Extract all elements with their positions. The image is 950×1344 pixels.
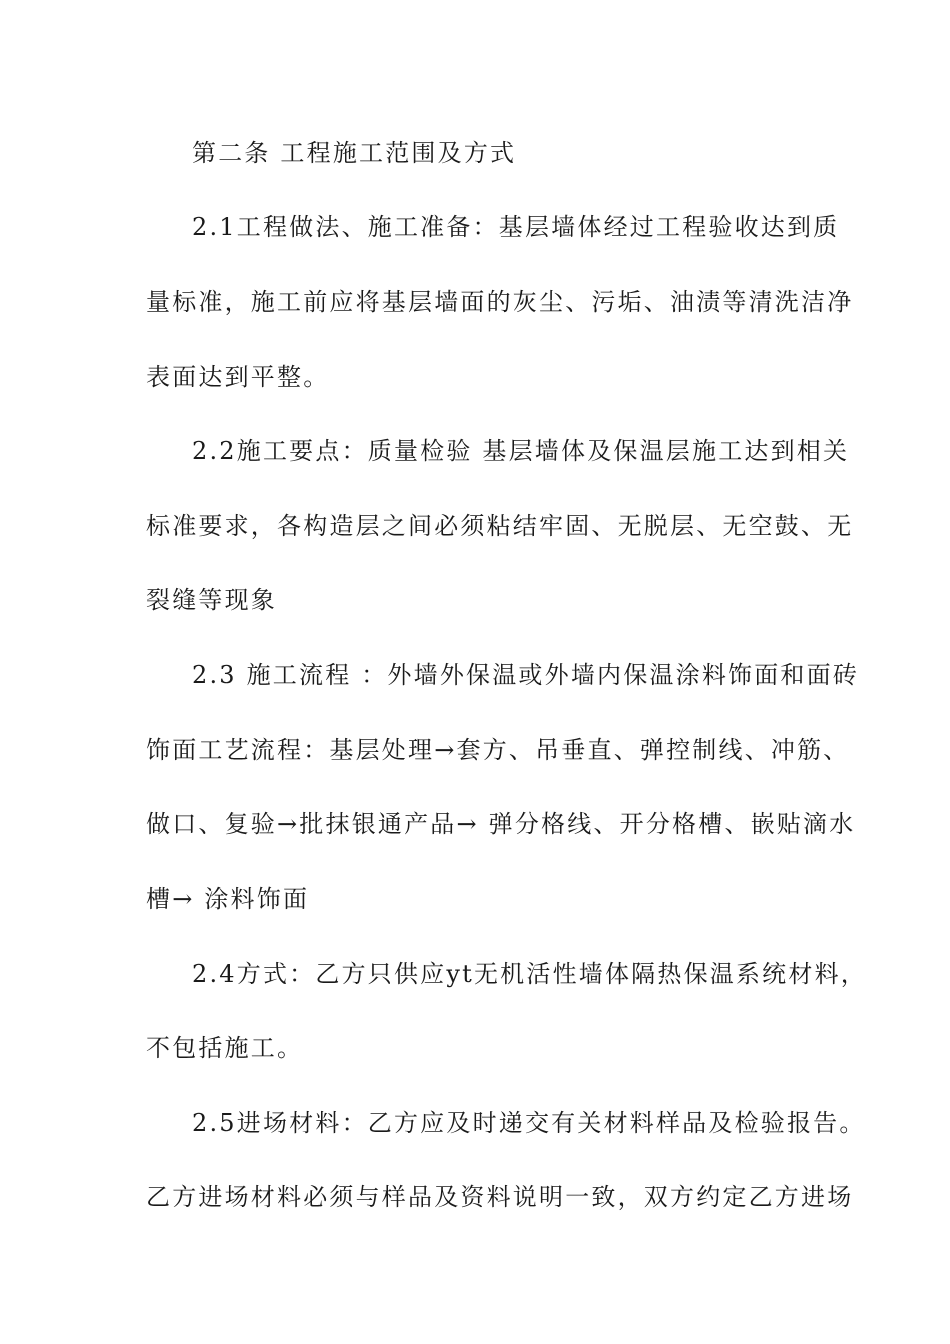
paragraph-2-3-line-1: 2.3 施工流程 ：外墙外保温或外墙内保温涂料饰面和面砖 (192, 661, 860, 689)
paragraph-2-2-line-2: 标准要求，各构造层之间必须粘结牢固、无脱层、无空鼓、无 (146, 512, 854, 540)
paragraph-2-1-line-3: 表面达到平整。 (146, 363, 330, 391)
paragraph-2-5-line-2: 乙方进场材料必须与样品及资料说明一致，双方约定乙方进场 (146, 1183, 854, 1211)
paragraph-2-3-line-2: 饰面工艺流程：基层处理→套方、吊垂直、弹控制线、冲筋、 (146, 736, 850, 764)
paragraph-2-1-line-2: 量标准，施工前应将基层墙面的灰尘、污垢、油渍等清洗洁净 (146, 288, 854, 316)
paragraph-2-3-line-3: 做口、复验→批抹银通产品→ 弹分格线、开分格槽、嵌贴滴水 (146, 810, 856, 838)
paragraph-2-3-line-4: 槽→ 涂料饰面 (146, 885, 310, 913)
paragraph-2-4-line-1: 2.4方式：乙方只供应yt无机活性墙体隔热保温系统材料， (192, 960, 867, 988)
paragraph-2-2-line-3: 裂缝等现象 (146, 586, 277, 614)
paragraph-2-5-line-1: 2.5进场材料：乙方应及时递交有关材料样品及检验报告。 (192, 1109, 866, 1137)
paragraph-2-4-line-2: 不包括施工。 (146, 1034, 304, 1062)
paragraph-2-1-line-1: 2.1工程做法、施工准备：基层墙体经过工程验收达到质 (192, 213, 840, 241)
paragraph-2-2-line-1: 2.2施工要点：质量检验 基层墙体及保温层施工达到相关 (192, 437, 850, 465)
section-heading: 第二条 工程施工范围及方式 (192, 139, 517, 167)
